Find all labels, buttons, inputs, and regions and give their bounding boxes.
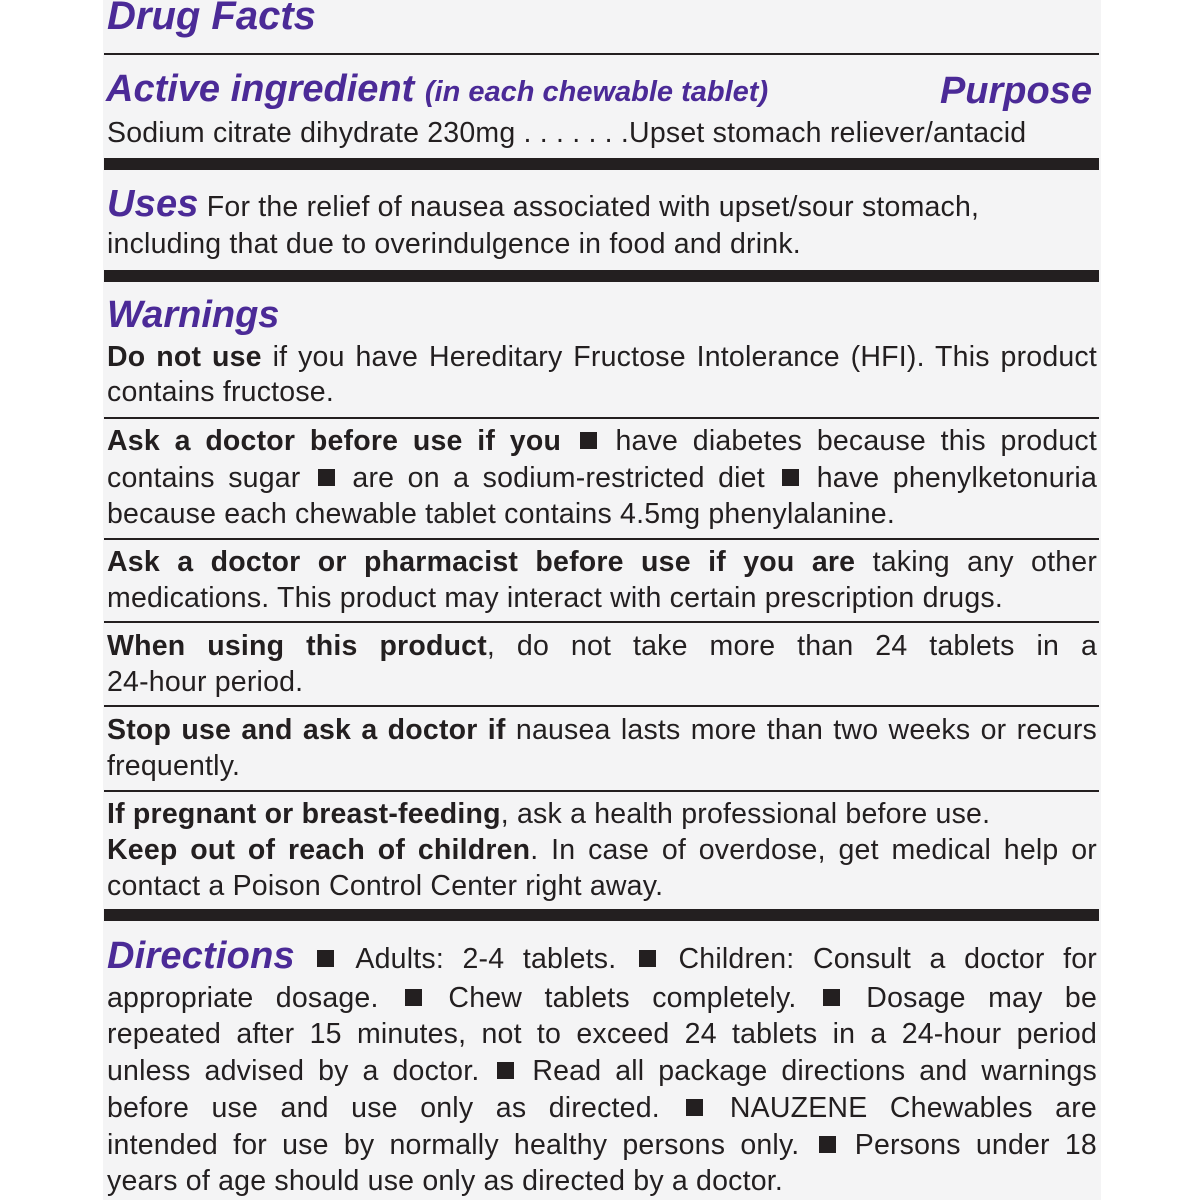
ask-doctor-line-1	[107, 423, 1097, 459]
stop-use-line-2: frequently.	[107, 750, 241, 782]
pregnant-line	[107, 796, 1097, 832]
directions-line-2	[107, 980, 1097, 1016]
ask-pharmacist-line-2: medications. This product may interact with certain prescription drugs.	[107, 582, 1003, 614]
keep-out-line-2: contact a Poison Control Center right away.	[107, 870, 664, 902]
directions-text-4a: unless advised by a doctor.	[107, 1055, 480, 1087]
keep-out-text-1: . In case of overdose, get medical help or	[530, 834, 1097, 866]
ask-doctor-line-2	[107, 460, 1097, 496]
directions-line-3: repeated after 15 minutes, not to exceed 24 tablets in a 24-hour period	[107, 1018, 1097, 1050]
directions-line-7: years of age should use only as directed by a doctor.	[107, 1165, 784, 1197]
directions-text-6a: intended for use by normally healthy persons only.	[107, 1129, 800, 1161]
pregnant-text: , ask a health professional before use.	[500, 798, 991, 830]
page-margin-left	[0, 0, 103, 1200]
subsection-rule	[104, 705, 1099, 707]
keep-out-bold: Keep out of reach of children	[107, 834, 531, 866]
drug-facts-title: Drug Facts	[107, 0, 316, 38]
bullet-square-icon	[497, 1062, 514, 1079]
do-not-use-line-1	[107, 339, 1097, 375]
bullet-square-icon	[639, 950, 656, 967]
ingredient-text: Sodium citrate dihydrate 230mg . . . . . . .	[107, 117, 630, 149]
warnings-heading: Warnings	[107, 294, 280, 336]
directions-text-1a: Adults: 2-4 tablets.	[355, 943, 617, 975]
directions-text-5a: before use and use only as directed.	[107, 1092, 660, 1124]
bullet-square-icon	[317, 950, 334, 967]
active-ingredient-subheading: (in each chewable tablet)	[424, 76, 769, 108]
ask-pharmacist-line-1	[107, 544, 1097, 580]
when-using-text-1: , do not take more than 24 tablets in a	[486, 630, 1097, 662]
directions-text-2b: Chew tablets completely.	[448, 982, 797, 1014]
uses-heading: Uses	[107, 183, 199, 225]
uses-line-1	[107, 183, 1097, 225]
subsection-rule	[104, 417, 1099, 419]
when-using-line-1	[107, 628, 1097, 664]
ask-doctor-item-1: have diabetes because this product	[615, 425, 1097, 457]
subsection-rule	[104, 621, 1099, 623]
page-margin-right	[1101, 0, 1200, 1200]
stop-use-bold: Stop use and ask a doctor if	[107, 714, 506, 746]
directions-text-2a: appropriate dosage.	[107, 982, 379, 1014]
bullet-square-icon	[823, 989, 840, 1006]
uses-text-1: For the relief of nausea associated with upset/sour stomach,	[206, 191, 980, 223]
bullet-square-icon	[819, 1136, 836, 1153]
directions-line-6	[107, 1127, 1097, 1163]
section-rule	[104, 270, 1099, 282]
directions-text-4b: Read all package directions and warnings	[532, 1055, 1097, 1087]
subsection-rule	[104, 790, 1099, 792]
ask-pharmacist-text-1: taking any other	[872, 546, 1098, 578]
bullet-square-icon	[318, 469, 335, 486]
pregnant-bold: If pregnant or breast-feeding	[107, 798, 501, 830]
stop-use-line-1	[107, 712, 1097, 748]
directions-text-1b: Children: Consult a doctor for	[678, 943, 1098, 975]
keep-out-line-1	[107, 832, 1097, 868]
bullet-square-icon	[580, 432, 597, 449]
do-not-use-text-1: if you have Hereditary Fructose Intolerance (HFI). This product	[272, 341, 1097, 373]
stop-use-text-1: nausea lasts more than two weeks or recurs	[515, 714, 1097, 746]
bullet-square-icon	[686, 1099, 703, 1116]
purpose-text: Upset stomach reliever/antacid	[629, 117, 1027, 149]
directions-line-5	[107, 1090, 1097, 1126]
directions-heading: Directions	[107, 935, 295, 977]
directions-line-4	[107, 1053, 1097, 1089]
active-ingredient-row	[107, 115, 1097, 151]
ask-doctor-line-2a: contains sugar	[107, 462, 301, 494]
ask-doctor-item-2: are on a sodium-restricted diet	[352, 462, 765, 494]
ask-pharmacist-bold: Ask a doctor or pharmacist before use if you are	[107, 546, 856, 578]
active-ingredient-heading: Active ingredient	[106, 68, 415, 110]
when-using-line-2: 24-hour period.	[107, 666, 304, 698]
subsection-rule	[104, 538, 1099, 540]
active-ingredient-heading-row	[106, 66, 768, 115]
section-rule	[104, 158, 1099, 170]
do-not-use-bold: Do not use	[107, 341, 262, 373]
when-using-bold: When using this product	[107, 630, 487, 662]
title-rule	[104, 53, 1099, 55]
directions-text-5b: NAUZENE Chewables are	[729, 1092, 1097, 1124]
directions-line-1	[107, 935, 1098, 977]
bullet-square-icon	[782, 469, 799, 486]
bullet-square-icon	[405, 989, 422, 1006]
uses-line-2: including that due to overindulgence in food and drink.	[107, 228, 801, 260]
ask-doctor-line-3: because each chewable tablet contains 4.5mg phenylalanine.	[107, 498, 895, 530]
directions-text-6b: Persons under 18	[854, 1129, 1097, 1161]
directions-text-2c: Dosage may be	[866, 982, 1098, 1014]
ask-doctor-item-3: have phenylketonuria	[816, 462, 1098, 494]
ask-doctor-bold: Ask a doctor before use if you	[107, 425, 562, 457]
section-rule	[104, 909, 1099, 921]
purpose-heading: Purpose	[939, 70, 1092, 112]
do-not-use-line-2: contains fructose.	[107, 376, 334, 408]
